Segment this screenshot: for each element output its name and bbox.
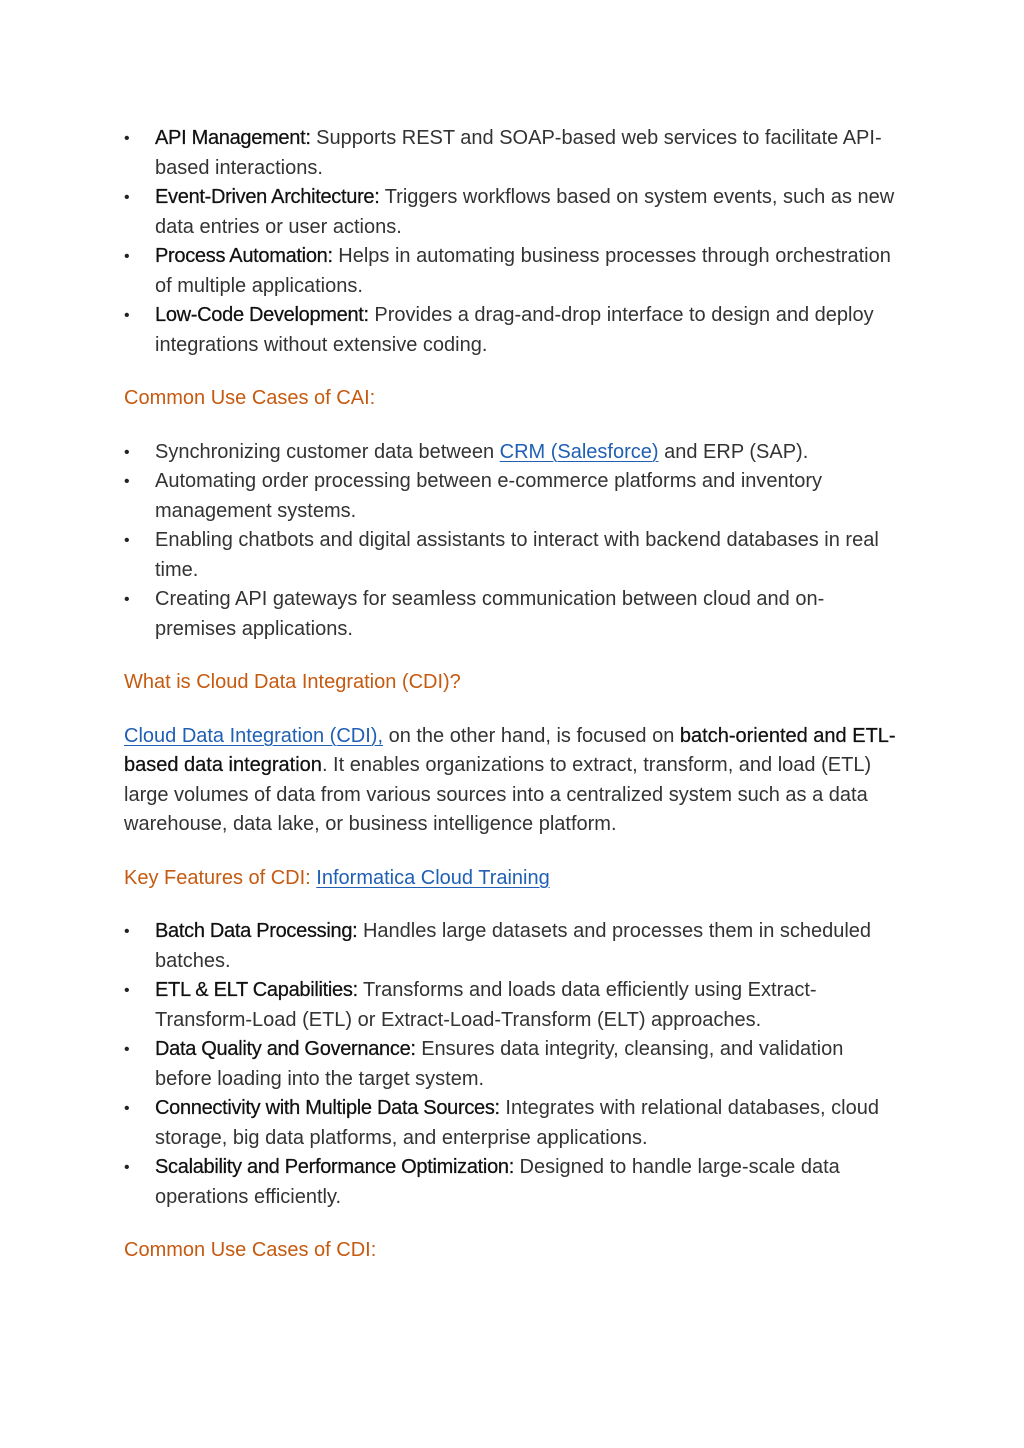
feature-term: Process Automation:: [155, 245, 333, 267]
feature-text: Designed to handle large-scale data operations efficiently.: [155, 1156, 840, 1208]
list-item: [124, 438, 904, 468]
list-item: [124, 585, 904, 644]
feature-text: Transforms and loads data efficiently using Extract-Transform-Load (ETL) or Extract-Load-Transform (ELT) approaches.: [155, 979, 817, 1031]
list-item: [124, 467, 904, 526]
feature-text: Supports REST and SOAP-based web services to facilitate API-based interactions.: [155, 127, 882, 179]
cdi-features-heading: [124, 864, 904, 894]
informatica-cloud-training-link[interactable]: Informatica Cloud Training: [316, 866, 550, 889]
feature-text: Triggers workflows based on system events, such as new data entries or user actions.: [155, 186, 895, 238]
feature-term: Batch Data Processing:: [155, 920, 358, 942]
cdi-usecases-heading: Common Use Cases of CDI:: [124, 1239, 377, 1261]
list-item: [124, 1035, 904, 1094]
list-item: [124, 917, 904, 976]
list-item: [124, 1153, 904, 1212]
usecase-text: Enabling chatbots and digital assistants to interact with backend databases in real time.: [155, 529, 879, 581]
list-item: [124, 301, 904, 360]
feature-term: Data Quality and Governance:: [155, 1038, 416, 1060]
list-item: [124, 526, 904, 585]
feature-text: Helps in automating business processes through orchestration of multiple applications.: [155, 245, 891, 297]
list-item: [124, 976, 904, 1035]
cdi-features-heading-text: Key Features of CDI:: [124, 866, 317, 889]
list-item: [124, 124, 904, 183]
feature-term: Low-Code Development:: [155, 304, 369, 326]
usecase-text: Automating order processing between e-commerce platforms and inventory management systems.: [155, 470, 822, 522]
cdi-link[interactable]: Cloud Data Integration (CDI),: [124, 724, 384, 747]
cdi-intro-text-1: on the other hand, is focused on: [383, 724, 680, 747]
cdi-intro-paragraph: [124, 722, 904, 840]
cai-usecases-list: [124, 438, 904, 645]
feature-term: Connectivity with Multiple Data Sources:: [155, 1097, 500, 1119]
list-item: [124, 183, 904, 242]
usecase-text-before: Synchronizing customer data between: [155, 440, 500, 463]
usecase-text-after: and ERP (SAP).: [658, 440, 809, 463]
feature-term: Event-Driven Architecture:: [155, 186, 380, 208]
cai-features-list: [124, 124, 904, 360]
feature-text: Handles large datasets and processes them in scheduled batches.: [155, 920, 872, 972]
feature-term: Scalability and Performance Optimization:: [155, 1156, 514, 1178]
list-item: [124, 242, 904, 301]
cdi-features-list: [124, 917, 904, 1212]
feature-text: Ensures data integrity, cleansing, and validation before loading into the target system.: [155, 1038, 844, 1090]
feature-text: Integrates with relational databases, cloud storage, big data platforms, and enterprise applications.: [155, 1097, 879, 1149]
what-is-cdi-heading: What is Cloud Data Integration (CDI)?: [124, 671, 461, 693]
cdi-intro-emphasis: batch-oriented and ETL-based data integration: [124, 724, 896, 776]
cdi-intro-text-2: . It enables organizations to extract, transform, and load (ETL) large volumes of data from various sources into a centralized system such as a data warehouse, data lake, or business intelligence platform.: [124, 754, 872, 835]
crm-salesforce-link[interactable]: CRM (Salesforce): [499, 440, 659, 463]
feature-term: API Management:: [155, 127, 311, 149]
cai-usecases-heading: Common Use Cases of CAI:: [124, 387, 376, 409]
list-item: [124, 1094, 904, 1153]
usecase-text: Creating API gateways for seamless communication between cloud and on-premises applications.: [155, 588, 825, 640]
feature-text: Provides a drag-and-drop interface to design and deploy integrations without extensive coding.: [155, 304, 874, 356]
feature-term: ETL & ELT Capabilities:: [155, 979, 358, 1001]
